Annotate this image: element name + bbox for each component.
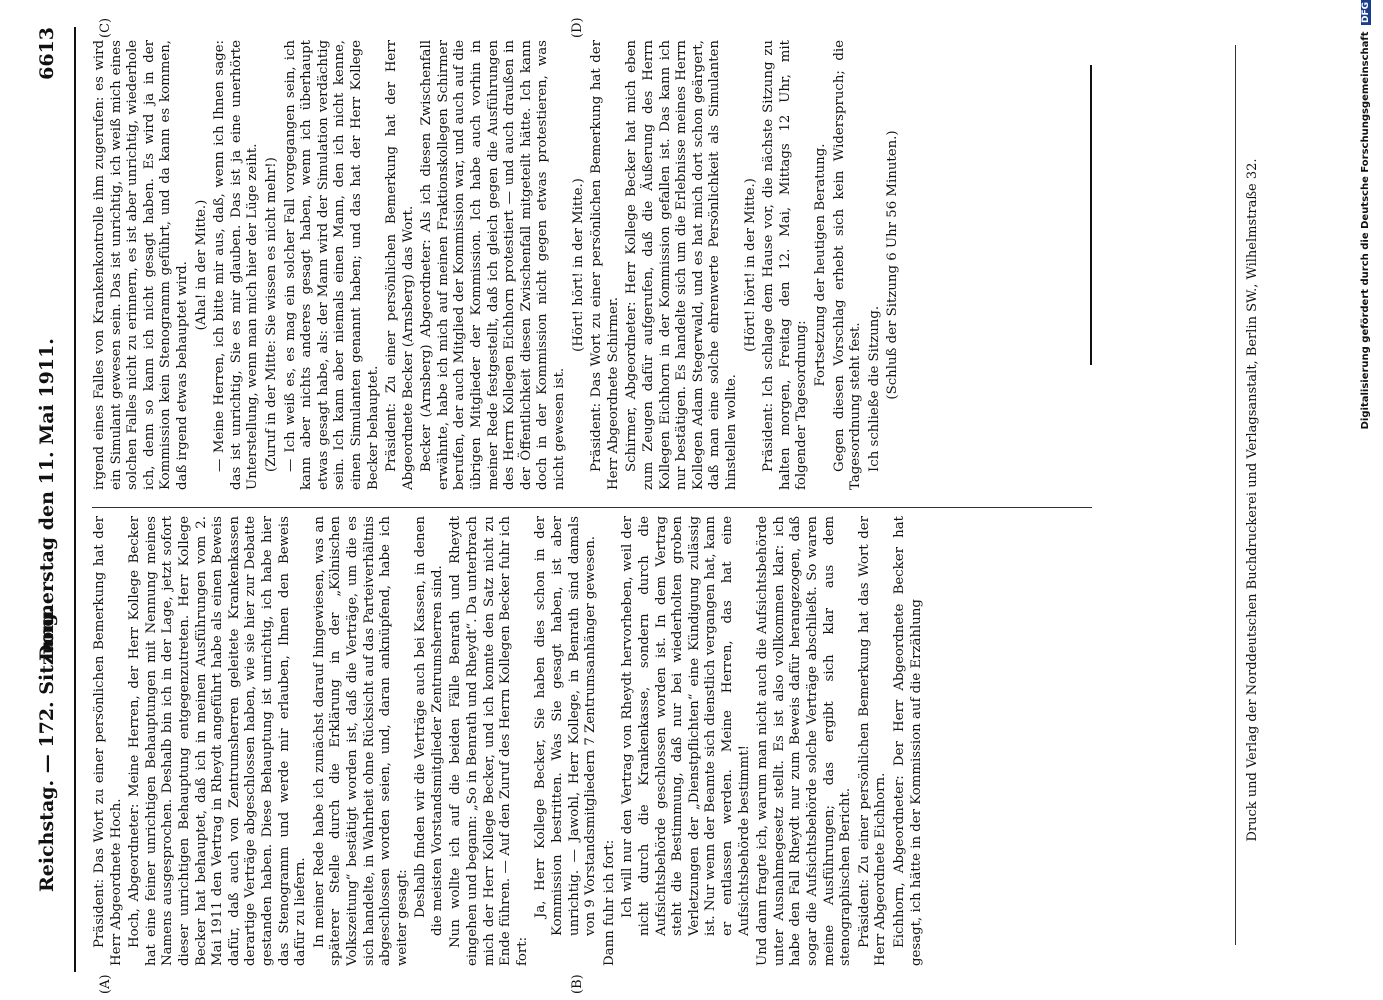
interjection: (Aha! in der Mitte.) — [193, 199, 209, 331]
dfg-logo: DFG — [1361, 2, 1371, 24]
paragraph: Dann fuhr ich fort: — [601, 839, 617, 966]
interjection: (Hört! hört! in der Mitte.) — [742, 178, 758, 352]
page-header — [30, 27, 70, 972]
margin-mark-a: (A) — [98, 974, 113, 994]
header-left: Reichstag. — 172. Sitzung. — [36, 606, 58, 892]
paragraph: Präsident: Zu einer persönlichen Bemerkung hat das Wort der Herr Abgeordnete Eichhorn. — [856, 516, 889, 966]
column-divider — [92, 507, 1092, 508]
header-date: Donnerstag den 11. Mai 1911. — [36, 338, 58, 661]
paragraph: Nun wollte ich auf die beiden Fälle Benrath und Rheydt eingehen und begann: „So in Benrath und Rheydt“. Da unterbrach mich der Herr Kollege Becker, und ich konnte den Satz nicht zu Ende führen. — Auf den Zuruf des Herrn Kollegen Becker fuhr ich fort: — [448, 516, 530, 966]
paragraph: Eichhorn, Abgeordneter: Der Herr Abgeordnete Becker hat gesagt, ich hätte in der Kommission auf die Erzählung — [891, 516, 924, 966]
imprint: Druck und Verlag der Norddeutschen Buchdruckerei und Verlagsanstalt, Berlin SW., Wilhelmstraße 32. — [1245, 158, 1260, 842]
closing-note: (Schluß der Sitzung 6 Uhr 56 Minuten.) — [885, 130, 901, 400]
interjection: (Hört! hört! in der Mitte.) — [570, 178, 586, 352]
paragraph: Präsident: Zu einer persönlichen Bemerkung hat der Herr Abgeordnete Becker (Arnsberg) das Wort. — [384, 40, 416, 490]
quote-paragraph: Ich will nur den Vertrag von Rheydt hervorheben, weil der nicht durch die Krankenkasse, sondern durch die Aufsichtsbehörde geschlossen worden ist. In dem Vertrag steht die Bestimmung, daß nur bei wiederholten groben Verletzungen der „Dienstpflichten“ eine Kündigung zulässig ist. Nur wenn der Beamte sich dienstlich vergangen hat, kann er entlassen werden. Meine Herren, das hat eine Aufsichtsbehörde bestimmt! — [620, 516, 752, 936]
margin-mark-c: (C) — [98, 17, 113, 38]
paragraph: Schirmer, Abgeordneter: Herr Kollege Becker hat mich eben zum Zeugen dafür aufgerufen, daß die Äußerung des Herrn Kollegen Eichhorn in der Kommission gefallen ist. Das kann ich nur bestätigen. Es handelte sich um die Erlebnisse meines Herrn Kollegen Adam Stegerwald, und es hat mich dort schon geärgert, daß man eine solche ehrenwerte Persönlichkeit als Simulanten hinstellen wollte. — [624, 40, 739, 490]
interjection: (Zuruf in der Mitte: Sie wissen es nicht mehr!) — [263, 157, 279, 472]
right-column — [92, 40, 1092, 490]
paragraph: Ich schließe die Sitzung. — [866, 305, 882, 472]
paragraph: — Meine Herren, ich bitte mir aus, daß, wenn ich Ihnen sage: das ist unrichtig, Sie es mir glauben. Das ist ja eine unerhörte Unterstellung, wenn man mich hier der Lüge zeiht. — [212, 40, 261, 490]
paragraph: — Ich weiß es, es mag ein solcher Fall vorgegangen sein, ich kann aber nichts anderes gesagt haben, wenn ich überhaupt etwas gesagt habe, als: der Mann wird der Simulation verdächtig sein. Ich kann aber niemals einen Mann, den ich nicht kenne, einen Simulanten genannt haben; und das hat der Herr Kollege Becker behauptet. — [282, 40, 381, 490]
paragraph: Präsident: Das Wort zu einer persönlichen Bemerkung hat der Herr Abgeordnete Hoch. — [92, 516, 124, 966]
left-column — [92, 516, 1092, 966]
header-rule — [74, 27, 76, 972]
agenda-item: Fortsetzung der heutigen Beratung. — [812, 143, 828, 387]
digitization-credit — [1360, 0, 1371, 990]
paragraph: In meiner Rede habe ich zunächst darauf hingewiesen, was an späterer Stelle durch die Erklärung in der „Kölnischen Volkszeitung“ bestätigt worden ist, daß die Verträge, um die es sich handelte, in Wahrheit ohne Rücksicht auf das Parteiverhältnis abgeschlossen worden seien, und, daran anknüpfend, habe ich weiter gesagt: — [311, 516, 410, 966]
margin-mark-d: (D) — [570, 17, 585, 38]
paragraph: Becker (Arnsberg) Abgeordneter: Als ich diesen Zwischenfall erwähnte, habe ich mich auf meinen Fraktionskollegen Schirmer berufen, der auch Mitglied der Kommission war, und auch auf die übrigen Mitglieder der Kommission. Ich habe auch vorhin in meiner Rede festgestellt, daß ich gleich gegen die Ausführungen des Herrn Kollegen Eichhorn protestiert — und auch draußen in der Öffentlichkeit diesen Zwischenfall mitgeteilt hätte. Ich kann doch in der Kommission nicht gegen etwas protestieren, was nicht gewesen ist. — [419, 40, 568, 490]
digitization-note: Digitalisierung gefördert durch die Deutsche Forschungsgemeinschaft — [1360, 31, 1371, 430]
margin-mark-b: (B) — [570, 974, 585, 994]
quote-paragraph: Ja, Herr Kollege Becker, Sie haben dies schon in der Kommission bestritten. Was Sie gesagt haben, ist aber unrichtig. — Jawohl, Herr Kollege, in Benrath sind damals von 9 Vorstandsmitgliedern 7 Zentrumsanhänger gewesen. — [533, 516, 599, 936]
paragraph: Präsident: Das Wort zu einer persönlichen Bemerkung hat der Herr Abgeordnete Schirmer. — [589, 40, 621, 490]
paragraph: Präsident: Ich schlage dem Hause vor, die nächste Sitzung zu halten morgen, Freitag den 12. Mai, Mittags 12 Uhr, mit folgender Tagesordnung: — [761, 40, 810, 490]
paragraph: Und dann fragte ich, warum man nicht auch die Aufsichtsbehörde unter Ausnahmegesetz stellt. Es ist also vollkommen klar: ich habe den Fall Rheydt nur zum Beweis dafür herangezogen, daß sogar die Aufsichtsbehörde solche Verträge abschließt. So waren meine Ausführungen; das ergibt sich klar aus dem stenographischen Bericht. — [755, 516, 854, 966]
quote-paragraph: Deshalb finden wir die Verträge auch bei Kassen, in denen die meisten Vorstandsmitglieder Zentrumsherren sind. — [413, 516, 445, 936]
paragraph: Hoch, Abgeordneter: Meine Herren, der Herr Kollege Becker hat eine feiner unrichtigen Behauptungen mit Nennung meines Namens ausgesprochen. Deshalb bin ich in der Lage, jetzt sofort dieser unrichtigen Behauptung entgegenzutreten. Herr Kollege Becker hat behauptet, daß ich in meinen Ausführungen vom 2. Mai 1911 den Vertrag in Rheydt angeführt habe als einen Beweis dafür, daß auch von Zentrumsherren geleitete Krankenkassen derartige Verträge abgeschlossen haben, wie sie hier zur Debatte gestanden haben. Diese Behauptung ist unrichtig, ich habe hier das Stenogramm und werde mir erlauben, Ihnen den Beweis dafür zu liefern. — [127, 516, 309, 966]
page-number: 6613 — [36, 27, 58, 80]
end-rule — [1090, 65, 1092, 365]
paragraph: irgend eines Falles von Krankenkontrolle ihm zugerufen: es wird ein Simulant gewesen sein. Das ist unrichtig, ich weiß mich eines solchen Falles nicht zu erinnern, es ist aber unrichtig, wiederhole ich, denn so kann ich nicht gesagt haben. Es wird ja in der Kommission kein Stenogramm geführt, und da kann es kommen, daß irgend etwas behauptet wird. — [92, 40, 190, 490]
paragraph: Gegen diesen Vorschlag erhebt sich kein Widerspruch; die Tagesordnung steht fest. — [831, 40, 864, 490]
footer-rule — [1235, 45, 1236, 945]
